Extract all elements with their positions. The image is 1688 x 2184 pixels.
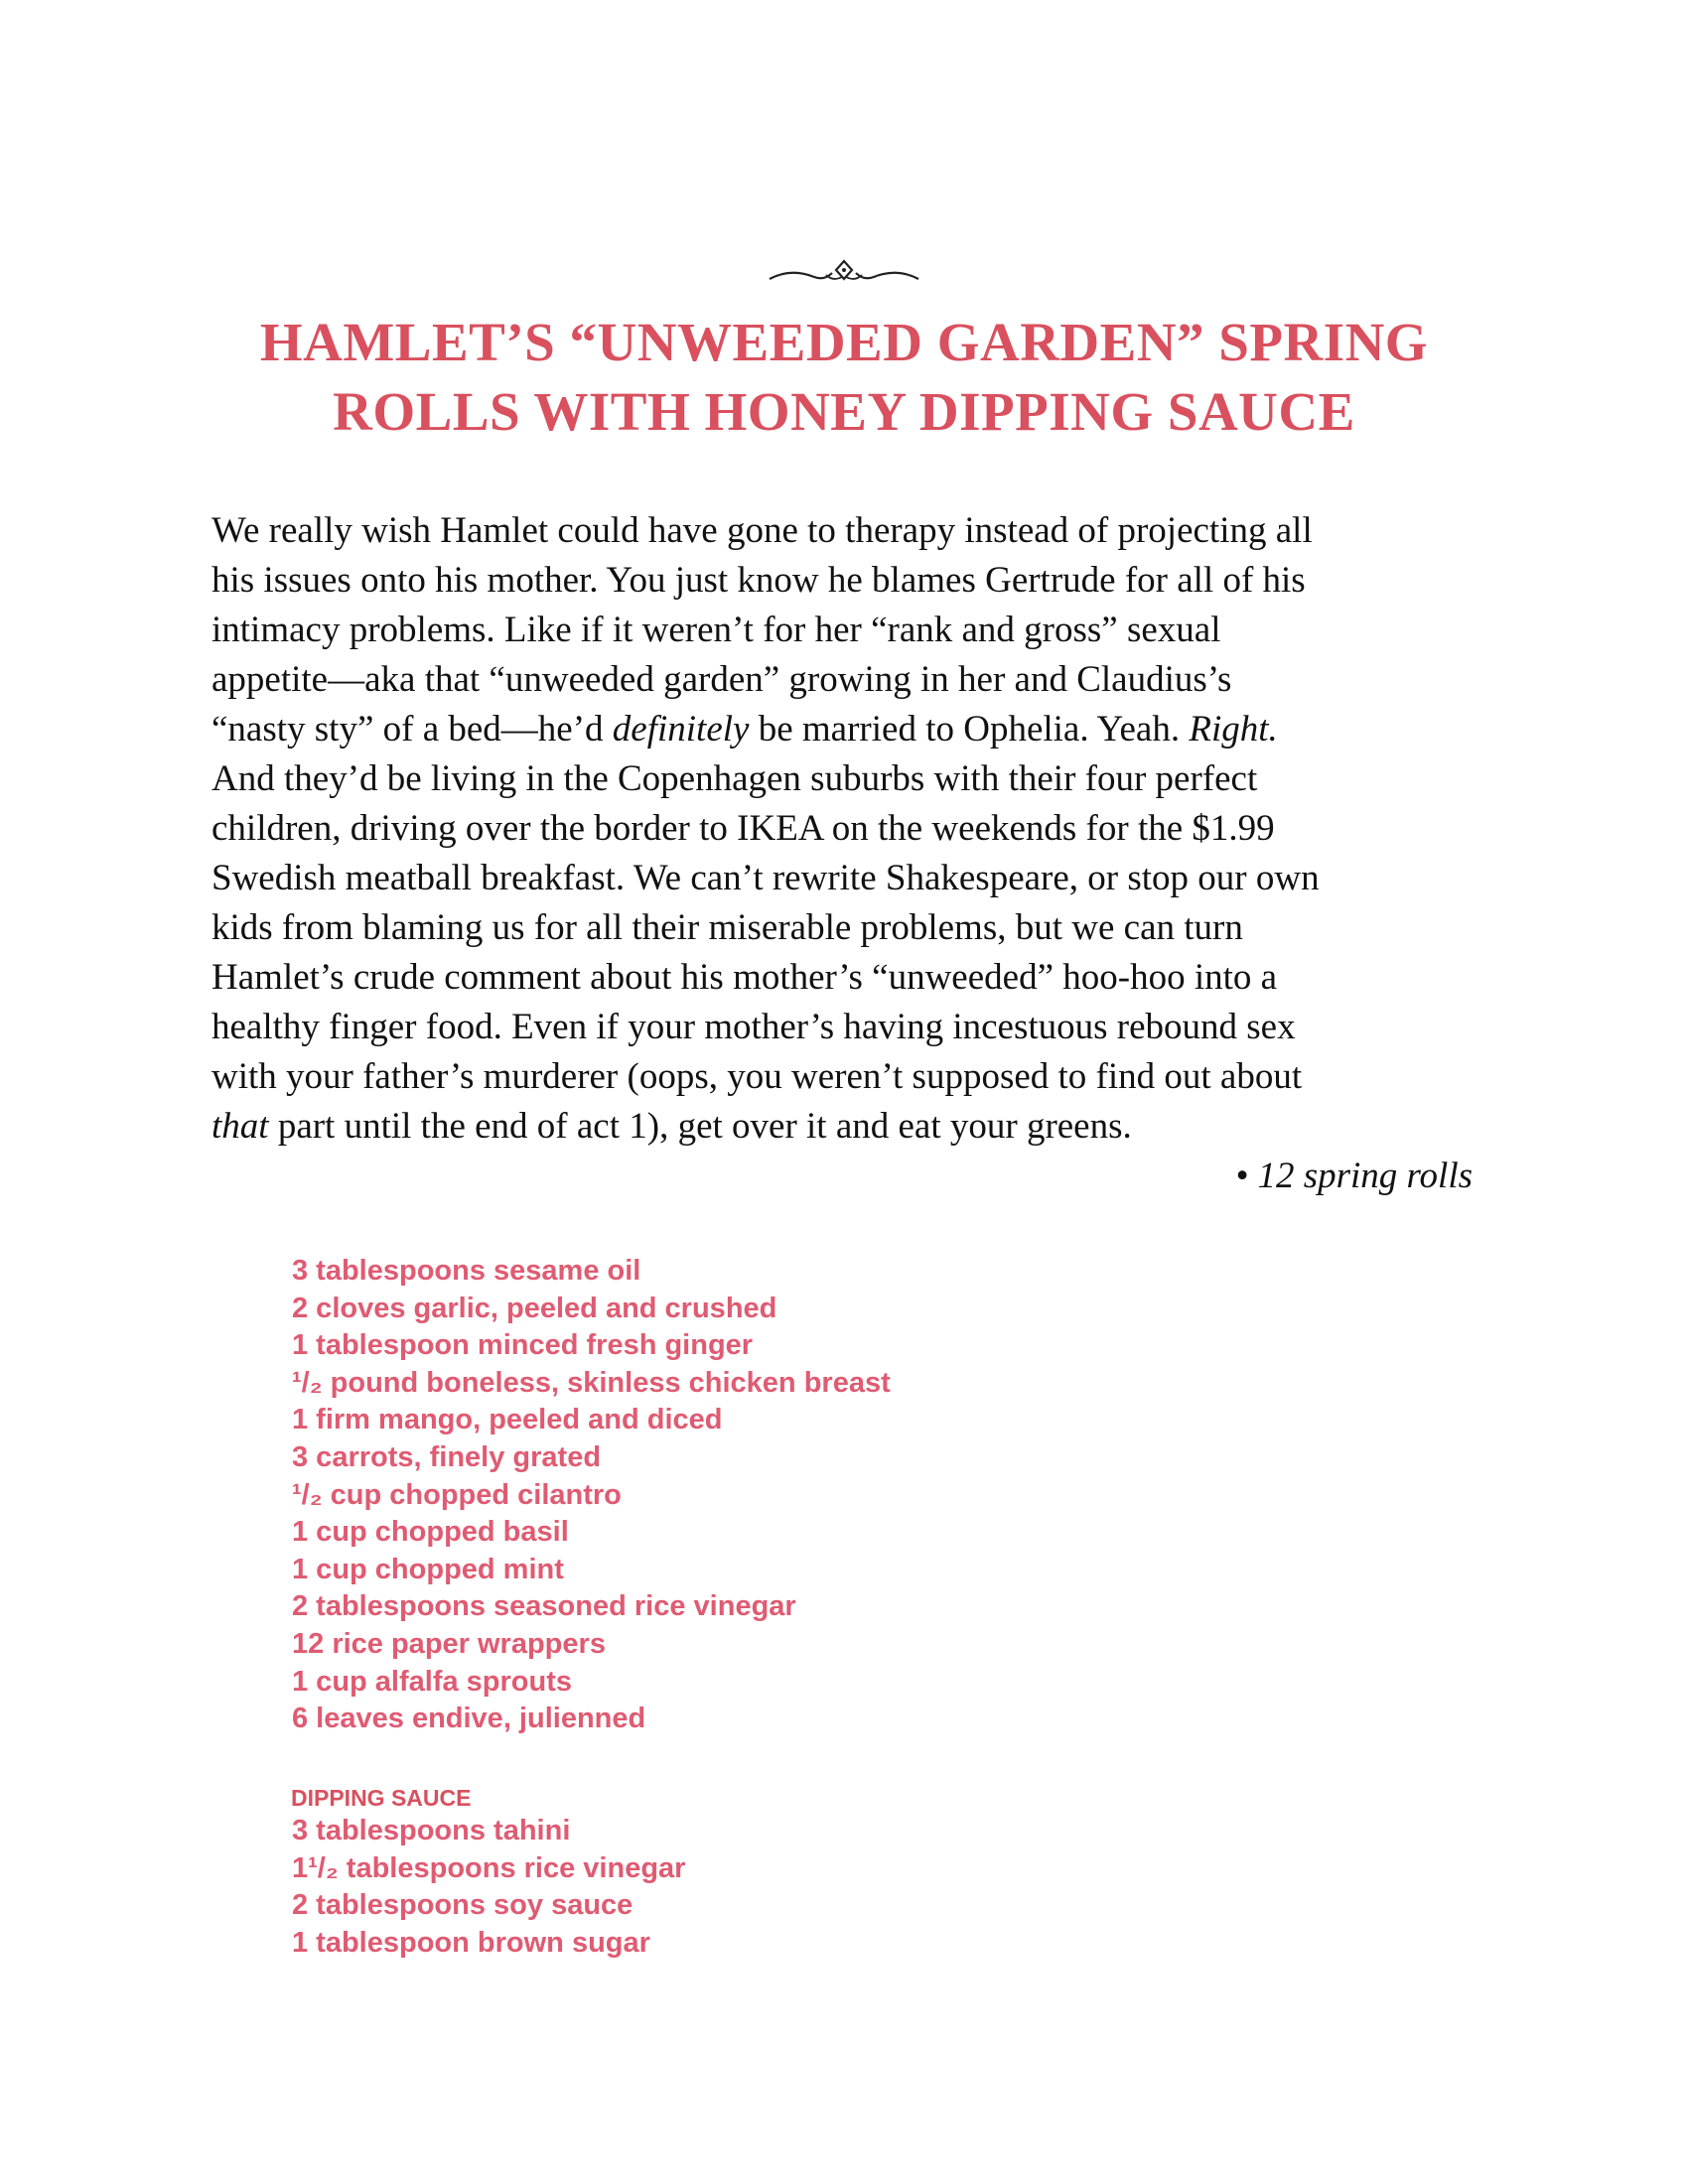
- intro-text: be married to Ophelia. Yeah.: [749, 709, 1190, 750]
- intro-paragraph: [211, 506, 1502, 1152]
- intro-line: healthy finger food. Even if your mother’s having incestuous rebound sex: [211, 1007, 1296, 1047]
- intro-line: And they’d be living in the Copenhagen suburbs with their four perfect: [211, 758, 1258, 799]
- ingredient-item: 1 cup alfalfa sprouts: [292, 1665, 573, 1698]
- intro-line: children, driving over the border to IKEA on the weekends for the $1.99: [211, 808, 1275, 849]
- intro-line: We really wish Hamlet could have gone to therapy instead of projecting all: [211, 510, 1313, 551]
- recipe-title: [149, 308, 1539, 447]
- ingredient-item: 1 cup chopped mint: [292, 1553, 564, 1585]
- sauce-ingredient-item: 3 tablespoons tahini: [292, 1815, 571, 1846]
- title-line-1: HAMLET’S “UNWEEDED GARDEN” SPRING: [259, 312, 1429, 372]
- ingredient-item: 3 tablespoons sesame oil: [292, 1255, 641, 1287]
- ingredient-item: 2 cloves garlic, peeled and crushed: [292, 1292, 777, 1324]
- ingredient-item: 2 tablespoons seasoned rice vinegar: [292, 1590, 796, 1623]
- intro-emphasis: that: [211, 1106, 269, 1147]
- ingredient-list: [292, 1253, 1186, 1738]
- intro-text: part until the end of act 1), get over it and eat your greens.: [268, 1106, 1132, 1147]
- intro-line: Hamlet’s crude comment about his mother’s “unweeded” hoo-hoo into a: [211, 957, 1278, 998]
- title-line-2: ROLLS WITH HONEY DIPPING SAUCE: [333, 381, 1355, 442]
- intro-line: intimacy problems. Like if it weren’t for her “rank and gross” sexual: [211, 610, 1221, 650]
- intro-emphasis: definitely: [612, 709, 750, 750]
- ingredient-item: 1 firm mango, peeled and diced: [292, 1404, 723, 1436]
- recipe-yield: • 12 spring rolls: [1235, 1156, 1473, 1196]
- ingredient-item: 3 carrots, finely grated: [292, 1440, 602, 1473]
- sauce-ingredient-item: 1¹/₂ tablespoons rice vinegar: [292, 1851, 686, 1884]
- intro-emphasis: Right.: [1189, 709, 1278, 750]
- ingredient-item: 12 rice paper wrappers: [292, 1627, 606, 1660]
- scroll-ornament-icon: [765, 253, 923, 293]
- ingredient-item: 6 leaves endive, julienned: [292, 1703, 646, 1735]
- ingredient-item: ¹/₂ pound boneless, skinless chicken breast: [292, 1366, 891, 1399]
- sauce-ingredient-item: 2 tablespoons soy sauce: [292, 1889, 633, 1922]
- ingredient-item: ¹/₂ cup chopped cilantro: [292, 1478, 622, 1511]
- ingredient-item: 1 cup chopped basil: [292, 1516, 569, 1549]
- intro-line: Swedish meatball breakfast. We can’t rewrite Shakespeare, or stop our own: [211, 858, 1320, 898]
- intro-line: with your father’s murderer (oops, you weren’t supposed to find out about: [211, 1056, 1303, 1097]
- intro-line: [211, 1102, 1502, 1152]
- sauce-ingredient-list: [292, 1813, 1186, 1962]
- ingredient-item: 1 tablespoon minced fresh ginger: [292, 1329, 754, 1362]
- intro-line: his issues onto his mother. You just know he blames Gertrude for all of his: [211, 560, 1306, 601]
- intro-line: appetite—aka that “unweeded garden” growing in her and Claudius’s: [211, 659, 1232, 700]
- intro-line: [211, 705, 1502, 754]
- intro-line: kids from blaming us for all their miserable problems, but we can turn: [211, 907, 1243, 948]
- intro-text: “nasty sty” of a bed—he’d: [211, 709, 613, 750]
- sauce-heading: DIPPING SAUCE: [291, 1785, 472, 1811]
- sauce-ingredient-item: 1 tablespoon brown sugar: [292, 1926, 650, 1959]
